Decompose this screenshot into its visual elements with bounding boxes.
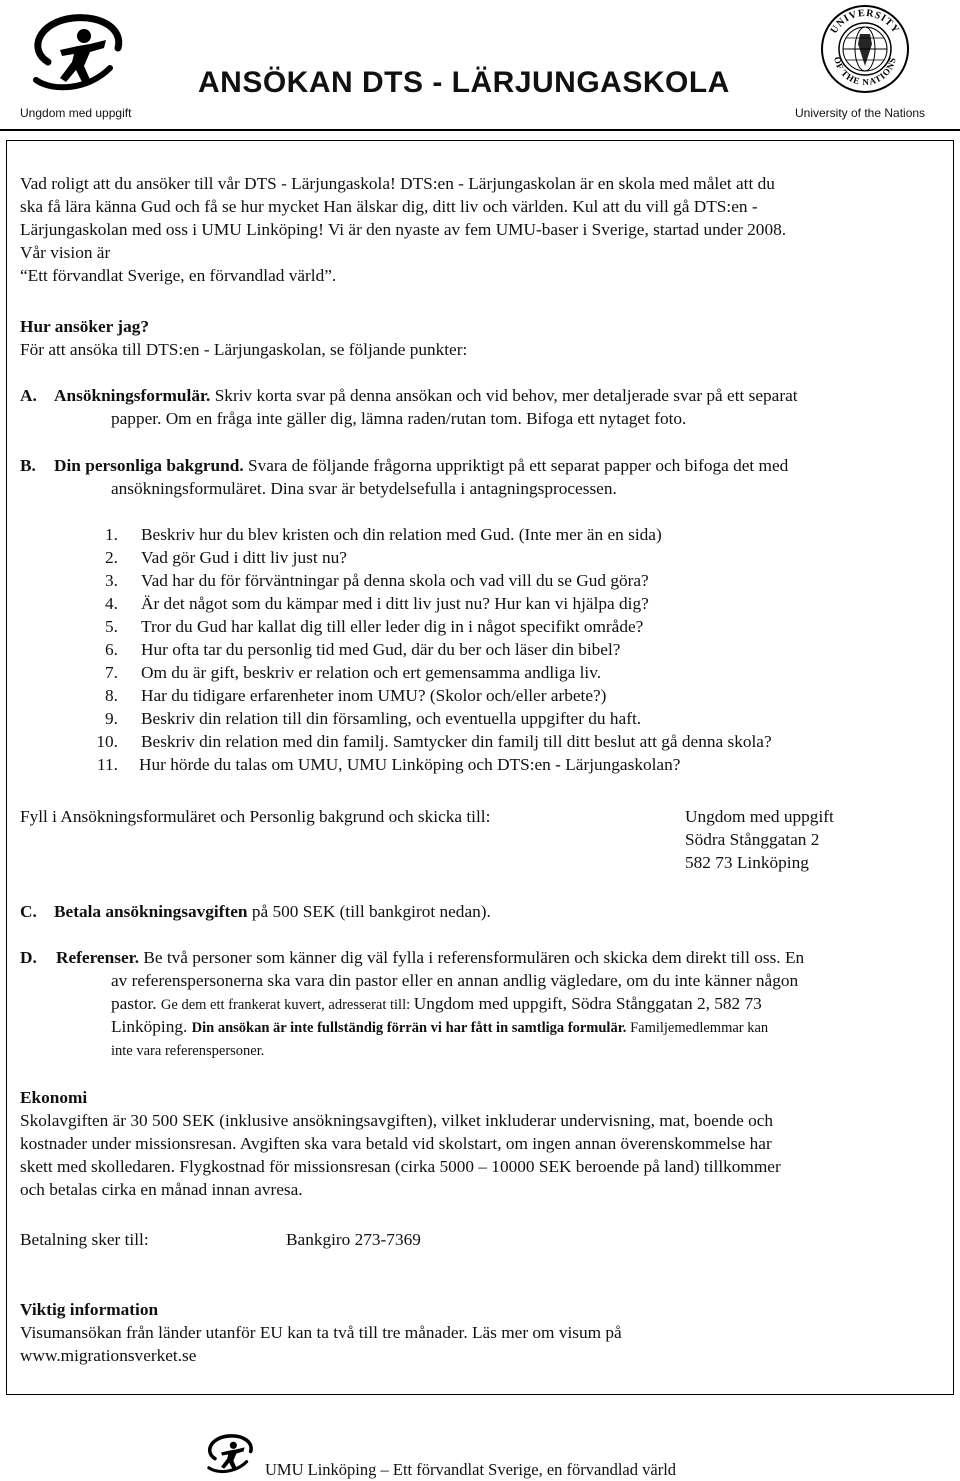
question-number: 10.: [96, 732, 118, 751]
question-list: [0, 523, 772, 776]
section-d-line: [111, 1015, 768, 1040]
question-number: 6.: [105, 640, 118, 659]
question-text: Vad har du för förväntningar på denna skola och vad vill du se Gud göra?: [141, 571, 649, 590]
payment-label: Betalning sker till:: [20, 1230, 149, 1249]
list-item: [0, 707, 772, 730]
intro-paragraph: [20, 172, 945, 287]
address-line: Ungdom med uppgift: [685, 807, 834, 826]
section-d: [20, 946, 804, 969]
migrationsverket-link[interactable]: www.migrationsverket.se: [20, 1346, 197, 1365]
list-item: [0, 592, 772, 615]
section-c: [20, 900, 491, 923]
section-d-title: Referenser.: [56, 948, 140, 967]
footer-logo-icon: [198, 1432, 260, 1478]
section-d-text-part: Familjemedlemmar kan: [626, 1020, 769, 1036]
list-item: [0, 730, 772, 753]
economy-line: och betalas cirka en månad innan avresa.: [20, 1180, 303, 1199]
economy-heading: Ekonomi: [20, 1088, 88, 1107]
list-item: [0, 753, 772, 776]
question-number: 7.: [105, 663, 118, 682]
question-number: 11.: [97, 755, 118, 774]
section-a: [20, 384, 798, 407]
section-d-line: av referenspersonerna ska vara din pastor eller en annan andlig vägledare, om du inte känner någon: [111, 971, 799, 990]
mailing-address: [685, 805, 834, 874]
how-to-apply: [20, 315, 945, 361]
section-a-title: Ansökningsformulär.: [54, 386, 211, 405]
question-text: Om du är gift, beskriv er relation och ert gemensamma andliga liv.: [141, 663, 602, 682]
section-b-text-2: ansökningsformuläret. Dina svar är betydelsefulla i antagningsprocessen.: [111, 479, 617, 498]
seal-top-text: UNIVERSITY: [828, 7, 902, 36]
address-line: 582 73 Linköping: [685, 853, 809, 872]
intro-line: Vad roligt att du ansöker till vår DTS - Lärjungaskola! DTS:en - Lärjungaskolan är en skola med målet att du: [20, 174, 775, 193]
list-item: [0, 638, 772, 661]
question-text: Är det något som du kämpar med i ditt liv just nu? Hur kan vi hjälpa dig?: [141, 594, 649, 613]
question-number: 2.: [105, 548, 118, 567]
section-c-letter: C.: [20, 902, 37, 921]
question-text: Tror du Gud har kallat dig till eller leder dig in i något specifikt område?: [141, 617, 644, 636]
payment-bankgiro: Bankgiro 273-7369: [286, 1230, 421, 1249]
economy-line: skett med skolledaren. Flygkostnad för missionsresan (cirka 5000 – 10000 SEK beroende på land) tillkommer: [20, 1157, 781, 1176]
intro-line: Vår vision är: [20, 243, 111, 262]
section-b-title: Din personliga bakgrund.: [54, 456, 244, 475]
section-b: [20, 454, 788, 477]
intro-line: ska få lära känna Gud och få se hur mycket Han älskar dig, ditt liv och världen. Kul att du vill gå DTS:en -: [20, 197, 758, 216]
question-text: Har du tidigare erfarenheter inom UMU? (Skolor och/eller arbete?): [141, 686, 607, 705]
list-item: [0, 615, 772, 638]
section-d-text-part: Ge dem ett frankerat kuvert, adresserat till:: [160, 997, 414, 1013]
question-number: 5.: [105, 617, 118, 636]
question-number: 4.: [105, 594, 118, 613]
address-line: Södra Stånggatan 2: [685, 830, 820, 849]
section-a-text-2: papper. Om en fråga inte gäller dig, lämna raden/rutan tom. Bifoga ett nytaget foto.: [111, 409, 687, 428]
list-item: [0, 684, 772, 707]
question-text: Beskriv din relation till din församling, och eventuella uppgifter du haft.: [141, 709, 642, 728]
how-text: För att ansöka till DTS:en - Lärjungaskolan, se följande punkter:: [20, 340, 468, 359]
page-header: [0, 0, 960, 128]
section-d-text-part: Ungdom med uppgift, Södra Stånggatan 2, 582 73: [413, 994, 762, 1013]
section-c-text: på 500 SEK (till bankgirot nedan).: [247, 902, 491, 921]
section-d-letter: D.: [20, 948, 37, 967]
important-line: Visumansökan från länder utanför EU kan ta två till tre månader. Läs mer om visum på: [20, 1323, 622, 1342]
section-d-line: [111, 992, 762, 1017]
university-seal-icon: [820, 4, 910, 94]
list-item: [0, 546, 772, 569]
question-number: 1.: [105, 525, 118, 544]
list-item: [0, 661, 772, 684]
section-c-title: Betala ansökningsavgiften: [54, 902, 248, 921]
section-d-text-part: Linköping.: [111, 1017, 192, 1036]
section-d-notice: Din ansökan är inte fullständig förrän vi har fått in samtliga formulär.: [191, 1020, 627, 1036]
section-b-letter: B.: [20, 456, 36, 475]
page-title: ANSÖKAN DTS - LÄRJUNGASKOLA: [198, 66, 730, 99]
important-section: [20, 1298, 945, 1367]
economy-line: kostnader under missionsresan. Avgiften ska vara betald vid skolstart, om ingen annan överenskommelse har: [20, 1134, 772, 1153]
question-text: Hur ofta tar du personlig tid med Gud, där du ber och läser din bibel?: [141, 640, 621, 659]
question-number: 9.: [105, 709, 118, 728]
important-heading: Viktig information: [20, 1300, 159, 1319]
question-text: Hur hörde du talas om UMU, UMU Linköping och DTS:en - Lärjungaskolan?: [139, 755, 681, 774]
question-number: 8.: [105, 686, 118, 705]
economy-section: [20, 1086, 945, 1201]
header-divider: [0, 129, 960, 131]
section-d-text: Be två personer som känner dig väl fylla i referensformulären och skicka dem direkt till oss. En: [139, 948, 805, 967]
economy-line: Skolavgiften är 30 500 SEK (inklusive ansökningsavgiften), vilket inkluderar undervisning, mat, boende och: [20, 1111, 774, 1130]
list-item: [0, 523, 772, 546]
send-instruction: Fyll i Ansökningsformuläret och Personlig bakgrund och skicka till:: [20, 807, 491, 826]
section-d-line: inte vara referenspersoner.: [111, 1043, 265, 1059]
section-a-text: Skriv korta svar på denna ansökan och vid behov, mer detaljerade svar på ett separat: [210, 386, 798, 405]
question-text: Beskriv hur du blev kristen och din relation med Gud. (Inte mer än en sida): [141, 525, 662, 544]
seal-bottom-text: OF THE NATIONS: [832, 55, 898, 88]
section-b-text: Svara de följande frågorna uppriktigt på ett separat papper och bifoga det med: [243, 456, 789, 475]
intro-line: Lärjungaskolan med oss i UMU Linköping! Vi är den nyaste av fem UMU-baser i Sverige, startad under 2008.: [20, 220, 787, 239]
footer-text: UMU Linköping – Ett förvandlat Sverige, en förvandlad värld: [265, 1460, 677, 1479]
right-logo-caption: University of the Nations: [795, 106, 926, 120]
ungdom-med-uppgift-logo-icon: [18, 10, 133, 100]
question-text: Beskriv din relation med din familj. Samtycker din familj till ditt beslut att gå denna skola?: [141, 732, 772, 751]
list-item: [0, 569, 772, 592]
section-a-letter: A.: [20, 386, 37, 405]
left-logo-caption: Ungdom med uppgift: [20, 106, 132, 120]
how-heading: Hur ansöker jag?: [20, 317, 149, 336]
question-text: Vad gör Gud i ditt liv just nu?: [141, 548, 347, 567]
vision-statement: “Ett förvandlat Sverige, en förvandlad värld”.: [20, 266, 337, 285]
section-d-text-part: pastor.: [111, 994, 161, 1013]
question-number: 3.: [105, 571, 118, 590]
